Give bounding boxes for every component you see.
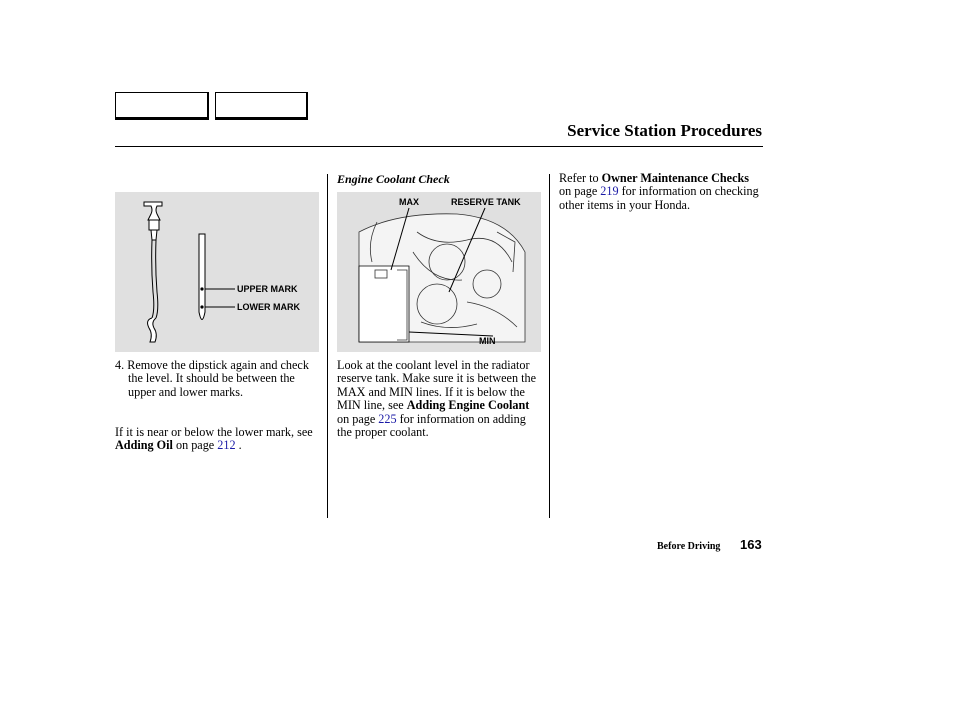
page-title: Service Station Procedures <box>567 121 762 140</box>
nav-button-2[interactable] <box>215 92 308 120</box>
column-divider-1 <box>327 174 328 518</box>
coolant-paragraph <box>337 359 543 439</box>
upper-mark-label: UPPER MARK <box>237 284 298 294</box>
coolant-text-2: on page <box>337 411 376 426</box>
owner-maintenance-ref: Owner Maintenance Checks <box>601 171 750 185</box>
page-number: 163 <box>740 537 762 552</box>
oil-paragraph <box>115 426 320 453</box>
coolant-text-1: Look at the coolant level in the radiator reserve tank. Make sure it is between the MAX and MIN lines. If it is below the MIN line, see <box>337 358 536 413</box>
dipstick-figure <box>115 192 319 352</box>
adding-oil-ref: Adding Oil <box>115 438 173 453</box>
oil-para-end: . <box>238 438 242 453</box>
min-label: MIN <box>479 336 496 346</box>
page-link-212[interactable]: 212 <box>217 438 236 453</box>
maint-text-2: on page <box>559 184 598 199</box>
maintenance-paragraph <box>559 172 763 212</box>
lower-mark-label: LOWER MARK <box>237 302 300 312</box>
maint-text-1: Refer to <box>559 171 599 185</box>
reserve-tank-label: RESERVE TANK <box>451 197 521 207</box>
engine-coolant-heading: Engine Coolant Check <box>337 172 450 186</box>
header-rule <box>115 146 763 147</box>
maint-text-3: for information on checking other items in your Honda. <box>559 184 759 212</box>
page-link-225[interactable]: 225 <box>378 411 397 426</box>
coolant-figure <box>337 192 541 352</box>
max-label: MAX <box>399 197 419 207</box>
dipstick-illustration <box>115 192 319 352</box>
engine-bay-illustration <box>337 192 541 352</box>
step-text: Remove the dipstick again and check the level. It should be between the upper and lower marks. <box>127 358 309 399</box>
adding-coolant-ref: Adding Engine Coolant <box>406 398 530 413</box>
page-link-219[interactable]: 219 <box>600 184 619 199</box>
section-label: Before Driving <box>657 541 721 552</box>
step-number: 4. <box>115 358 125 372</box>
step-4 <box>115 359 320 399</box>
oil-para-text: If it is near or below the lower mark, see <box>115 425 313 439</box>
nav-button-1[interactable] <box>115 92 209 120</box>
column-divider-2 <box>549 174 550 518</box>
coolant-text-3: for information on adding the proper coolant. <box>337 411 526 440</box>
oil-para-text-2: on page <box>175 438 215 453</box>
